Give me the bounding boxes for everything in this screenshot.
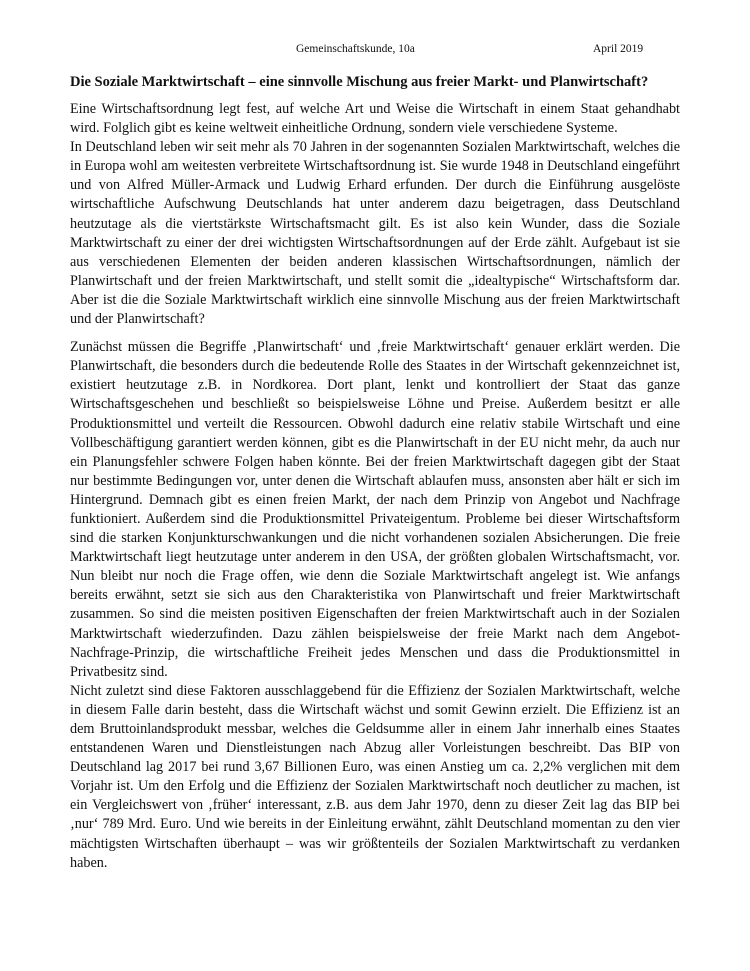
paragraph-intro: Eine Wirtschaftsordnung legt fest, auf welche Art und Weise die Wirtschaft in einem Staat gehandhabt wird. Folglich gibt es keine weltweit einheitliche Ordnung, sondern viele verschiedene Systeme.: [70, 101, 680, 137]
header-course: Gemeinschaftskunde, 10a: [296, 43, 415, 55]
paragraph-definitions: Zunächst müssen die Begriffe ‚Planwirtschaft‘ und ‚freie Marktwirtschaft‘ genauer erklärt werden. Die Planwirtschaft, die besonders durch die bedeutende Rolle des Staates in der Wirtschaft gekennzeichnet ist, existiert heutzutage z.B. in Nordkorea. Dort plant, lenkt und kontrolliert der Staat das ganze Wirtschaftsgeschehen und beschließt so beispielsweise Löhne und Preise. Außerdem besitzt er alle Produktionsmittel und verteilt die Ressourcen. Obwohl dadurch eine relativ stabile Wirtschaft und eine Vollbeschäftigung garantiert werden können, gibt es die Planwirtschaft in der EU nicht mehr, da auch nur ein Planungsfehler schwere Folgen haben könnte. Bei der freien Marktwirtschaft dagegen gibt der Staat nur bestimmte Bedingungen vor, unter denen die Wirtschaft ablaufen muss, ansonsten aber hält er sich im Hintergrund. Demnach gibt es einen freien Markt, der nach dem Prinzip von Angebot und Nachfrage funktioniert. Außerdem sind die Produktionsmittel Privateigentum. Probleme bei dieser Wirtschaftsform sind die starken Konjunkturschwankungen und die nicht vorhandenen sozialen Absicherungen. Die freie Marktwirtschaft liegt heutzutage unter anderem in den USA, der größten globalen Wirtschaftsmacht, vor. Nun bleibt nur noch die Frage offen, wie denn die Soziale Marktwirtschaft angelegt ist. Wie anfangs bereits erwähnt, setzt sie sich aus den Charakteristika von Planwirtschaft und freier Marktwirtschaft zusammen. So sind die meisten positiven Eigenschaften der freien Marktwirtschaft auch in der Sozialen Marktwirtschaft wiederzufinden. Dazu zählen beispielsweise der freie Markt nach dem Angebot-Nachfrage-Prinzip, die wirtschaftliche Freiheit jedes Menschen und dass die Produktionsmittel in Privatbesitz sind.: [70, 339, 680, 680]
paragraph-germany: In Deutschland leben wir seit mehr als 70 Jahren in der sogenannten Sozialen Marktwirtschaft, welches die in Europa wohl am weitesten verbreitete Wirtschaftsordnung ist. Sie wurde 1948 in Deutschland eingeführt und von Alfred Müller-Armack und Ludwig Erhard erfunden. Der durch die Einführung ausgelöste wirtschaftliche Aufschwung Deutschlands hat unter anderem dazu beigetragen, dass Deutschland heutzutage als die viertstärkste Wirtschaftsmacht gilt. Es ist also kein Wunder, dass die Soziale Marktwirtschaft zu einer der drei wichtigsten Wirtschaftsordnungen auf der Erde zählt. Aufgebaut ist sie aus verschiedenen Elementen der beiden anderen klassischen Wirtschaftsordnungen, nämlich der Planwirtschaft und der freien Marktwirtschaft, und stellt somit die „idealtypische“ Wirtschaftsform dar. Aber ist die die Soziale Marktwirtschaft wirklich eine sinnvolle Mischung aus der freien Marktwirtschaft und der Planwirtschaft?: [70, 139, 680, 328]
header-date: April 2019: [593, 43, 644, 55]
paragraph-efficiency: Nicht zuletzt sind diese Faktoren ausschlaggebend für die Effizienz der Sozialen Marktwirtschaft, welche in diesem Falle darin besteht, dass die Wirtschaft wächst und somit Gewinn erzielt. Die Effizienz ist an dem Bruttoinlandsprodukt messbar, welches die Geldsumme aller in einem Jahr innerhalb eines Staates entstandenen Waren und Dienstleistungen nach Abzug aller Vorleistungen beschreibt. Das BIP von Deutschland lag 2017 bei rund 3,67 Billionen Euro, was einen Anstieg um ca. 2,2% verglichen mit dem Vorjahr ist. Um den Erfolg und die Effizienz der Sozialen Marktwirtschaft noch deutlicher zu machen, ist ein Vergleichswert von ‚früher‘ interessant, z.B. aus dem Jahr 1970, denn zu dieser Zeit lag das BIP bei ‚nur‘ 789 Mrd. Euro. Und wie bereits in der Einleitung erwähnt, zählt Deutschland momentan zu den vier mächtigsten Wirtschaften überhaupt – was wir größtenteils der Sozialen Marktwirtschaft zu verdanken haben.: [70, 682, 680, 871]
document-title: Die Soziale Marktwirtschaft – eine sinnvolle Mischung aus freier Markt- und Planwirtschaft?: [70, 74, 649, 90]
document-body: [70, 100, 680, 873]
